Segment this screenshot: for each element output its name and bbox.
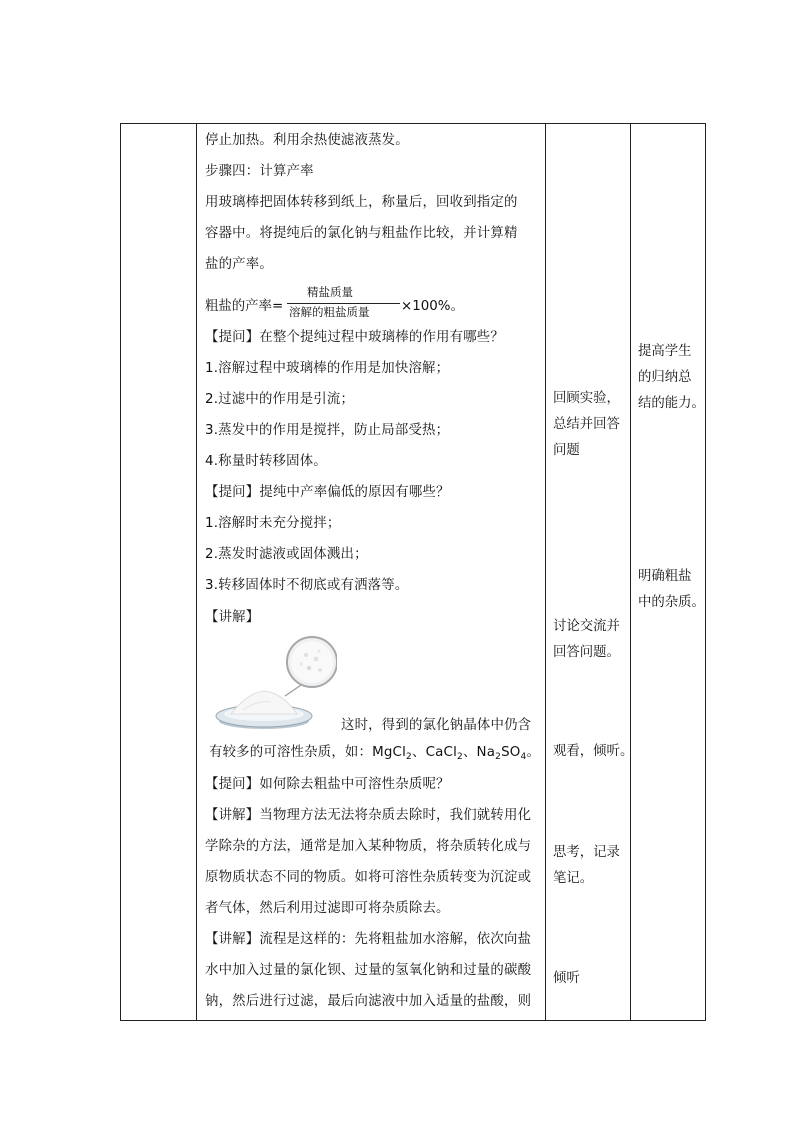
text-line: 水中加入过量的氯化钡、过量的氢氧化钠和过量的碳酸 <box>205 963 532 978</box>
formula-denominator: 溶解的粗盐质量 <box>289 305 370 319</box>
step-heading: 步骤四：计算产率 <box>205 164 314 179</box>
answer-line: 2.过滤中的作用是引流； <box>205 392 355 407</box>
answer-line: 3.蒸发中的作用是搅拌，防止局部受热； <box>205 423 450 438</box>
student-text: 思考，记录 <box>553 845 620 860</box>
answer-line: 1.溶解时未充分搅拌； <box>205 516 341 531</box>
answer-line: 1.溶解过程中玻璃棒的作用是加快溶解； <box>205 361 450 376</box>
intent-text: 提高学生 <box>638 344 692 359</box>
intent-text: 结的能力。 <box>638 396 705 411</box>
text-line: 停止加热。利用余热使滤液蒸发。 <box>205 133 409 148</box>
student-text: 问题 <box>553 443 580 458</box>
design-intent-cell <box>631 124 706 1020</box>
teacher-activity-cell <box>197 124 545 1020</box>
text-line: 原物质状态不同的物质。如将可溶性杂质转变为沉淀或 <box>205 870 532 885</box>
answer-line: 2.蒸发时滤液或固体溅出； <box>205 547 368 562</box>
text-line: 【讲解】当物理方法无法将杂质去除时，我们就转用化 <box>205 808 532 823</box>
student-activity-cell <box>546 124 634 1020</box>
intent-text: 中的杂质。 <box>638 595 705 610</box>
answer-line: 4.称量时转移固体。 <box>205 454 327 469</box>
formula-label: 粗盐的产率= <box>205 299 284 314</box>
formula-cacl2: CaCl$_2$ <box>425 745 463 762</box>
formula-suffix: ×100%。 <box>401 299 464 314</box>
student-text: 观看，倾听。 <box>553 744 634 759</box>
intent-text: 的归纳总 <box>638 370 692 385</box>
text-line: 用玻璃棒把固体转移到纸上，称量后，回收到指定的 <box>205 195 518 210</box>
formula-mgcl2: MgCl$_2$ <box>372 745 412 762</box>
question-line: 【提问】提纯中产率偏低的原因有哪些？ <box>205 485 450 500</box>
salt-dish-image <box>207 632 337 732</box>
text-line: 【讲解】流程是这样的：先将粗盐加水溶解，依次向盐 <box>205 932 532 947</box>
student-text: 倾听 <box>553 971 580 986</box>
student-text: 回答问题。 <box>553 645 620 660</box>
student-text: 回顾实验， <box>553 391 620 406</box>
text-line: 这时，得到的氯化钠晶体中仍含 <box>341 718 532 733</box>
formula-numerator: 精盐质量 <box>307 285 353 299</box>
student-text: 讨论交流并 <box>553 619 620 634</box>
formula-na2so4: $Na_2SO_4$ <box>476 745 527 762</box>
impurity-line: 有较多的可溶性杂质，如：MgCl$_2$、CaCl$_2$、$Na_2SO_4$。 <box>209 745 541 762</box>
text-line: 容器中。将提纯后的氯化钠与粗盐作比较，并计算精 <box>205 226 518 241</box>
text-line: 学除杂的方法，通常是加入某种物质，将杂质转化成与 <box>205 839 532 854</box>
explain-tag: 【讲解】 <box>205 610 260 625</box>
answer-line: 3.转移固体时不彻底或有洒落等。 <box>205 578 409 593</box>
lesson-table <box>120 123 706 1021</box>
text-line: 者气体，然后利用过滤即可将杂质除去。 <box>205 901 450 916</box>
text-line: 盐的产率。 <box>205 257 273 272</box>
student-text: 总结并回答 <box>553 417 620 432</box>
intent-text: 明确粗盐 <box>638 569 692 584</box>
question-line: 【提问】在整个提纯过程中玻璃棒的作用有哪些？ <box>205 330 504 345</box>
question-line: 【提问】如何除去粗盐中可溶性杂质呢？ <box>205 777 450 792</box>
text-line: 钠，然后进行过滤，最后向滤液中加入适量的盐酸，则 <box>205 994 532 1009</box>
student-text: 笔记。 <box>553 871 594 886</box>
impurity-intro: 有较多的可溶性杂质，如： <box>209 745 373 760</box>
